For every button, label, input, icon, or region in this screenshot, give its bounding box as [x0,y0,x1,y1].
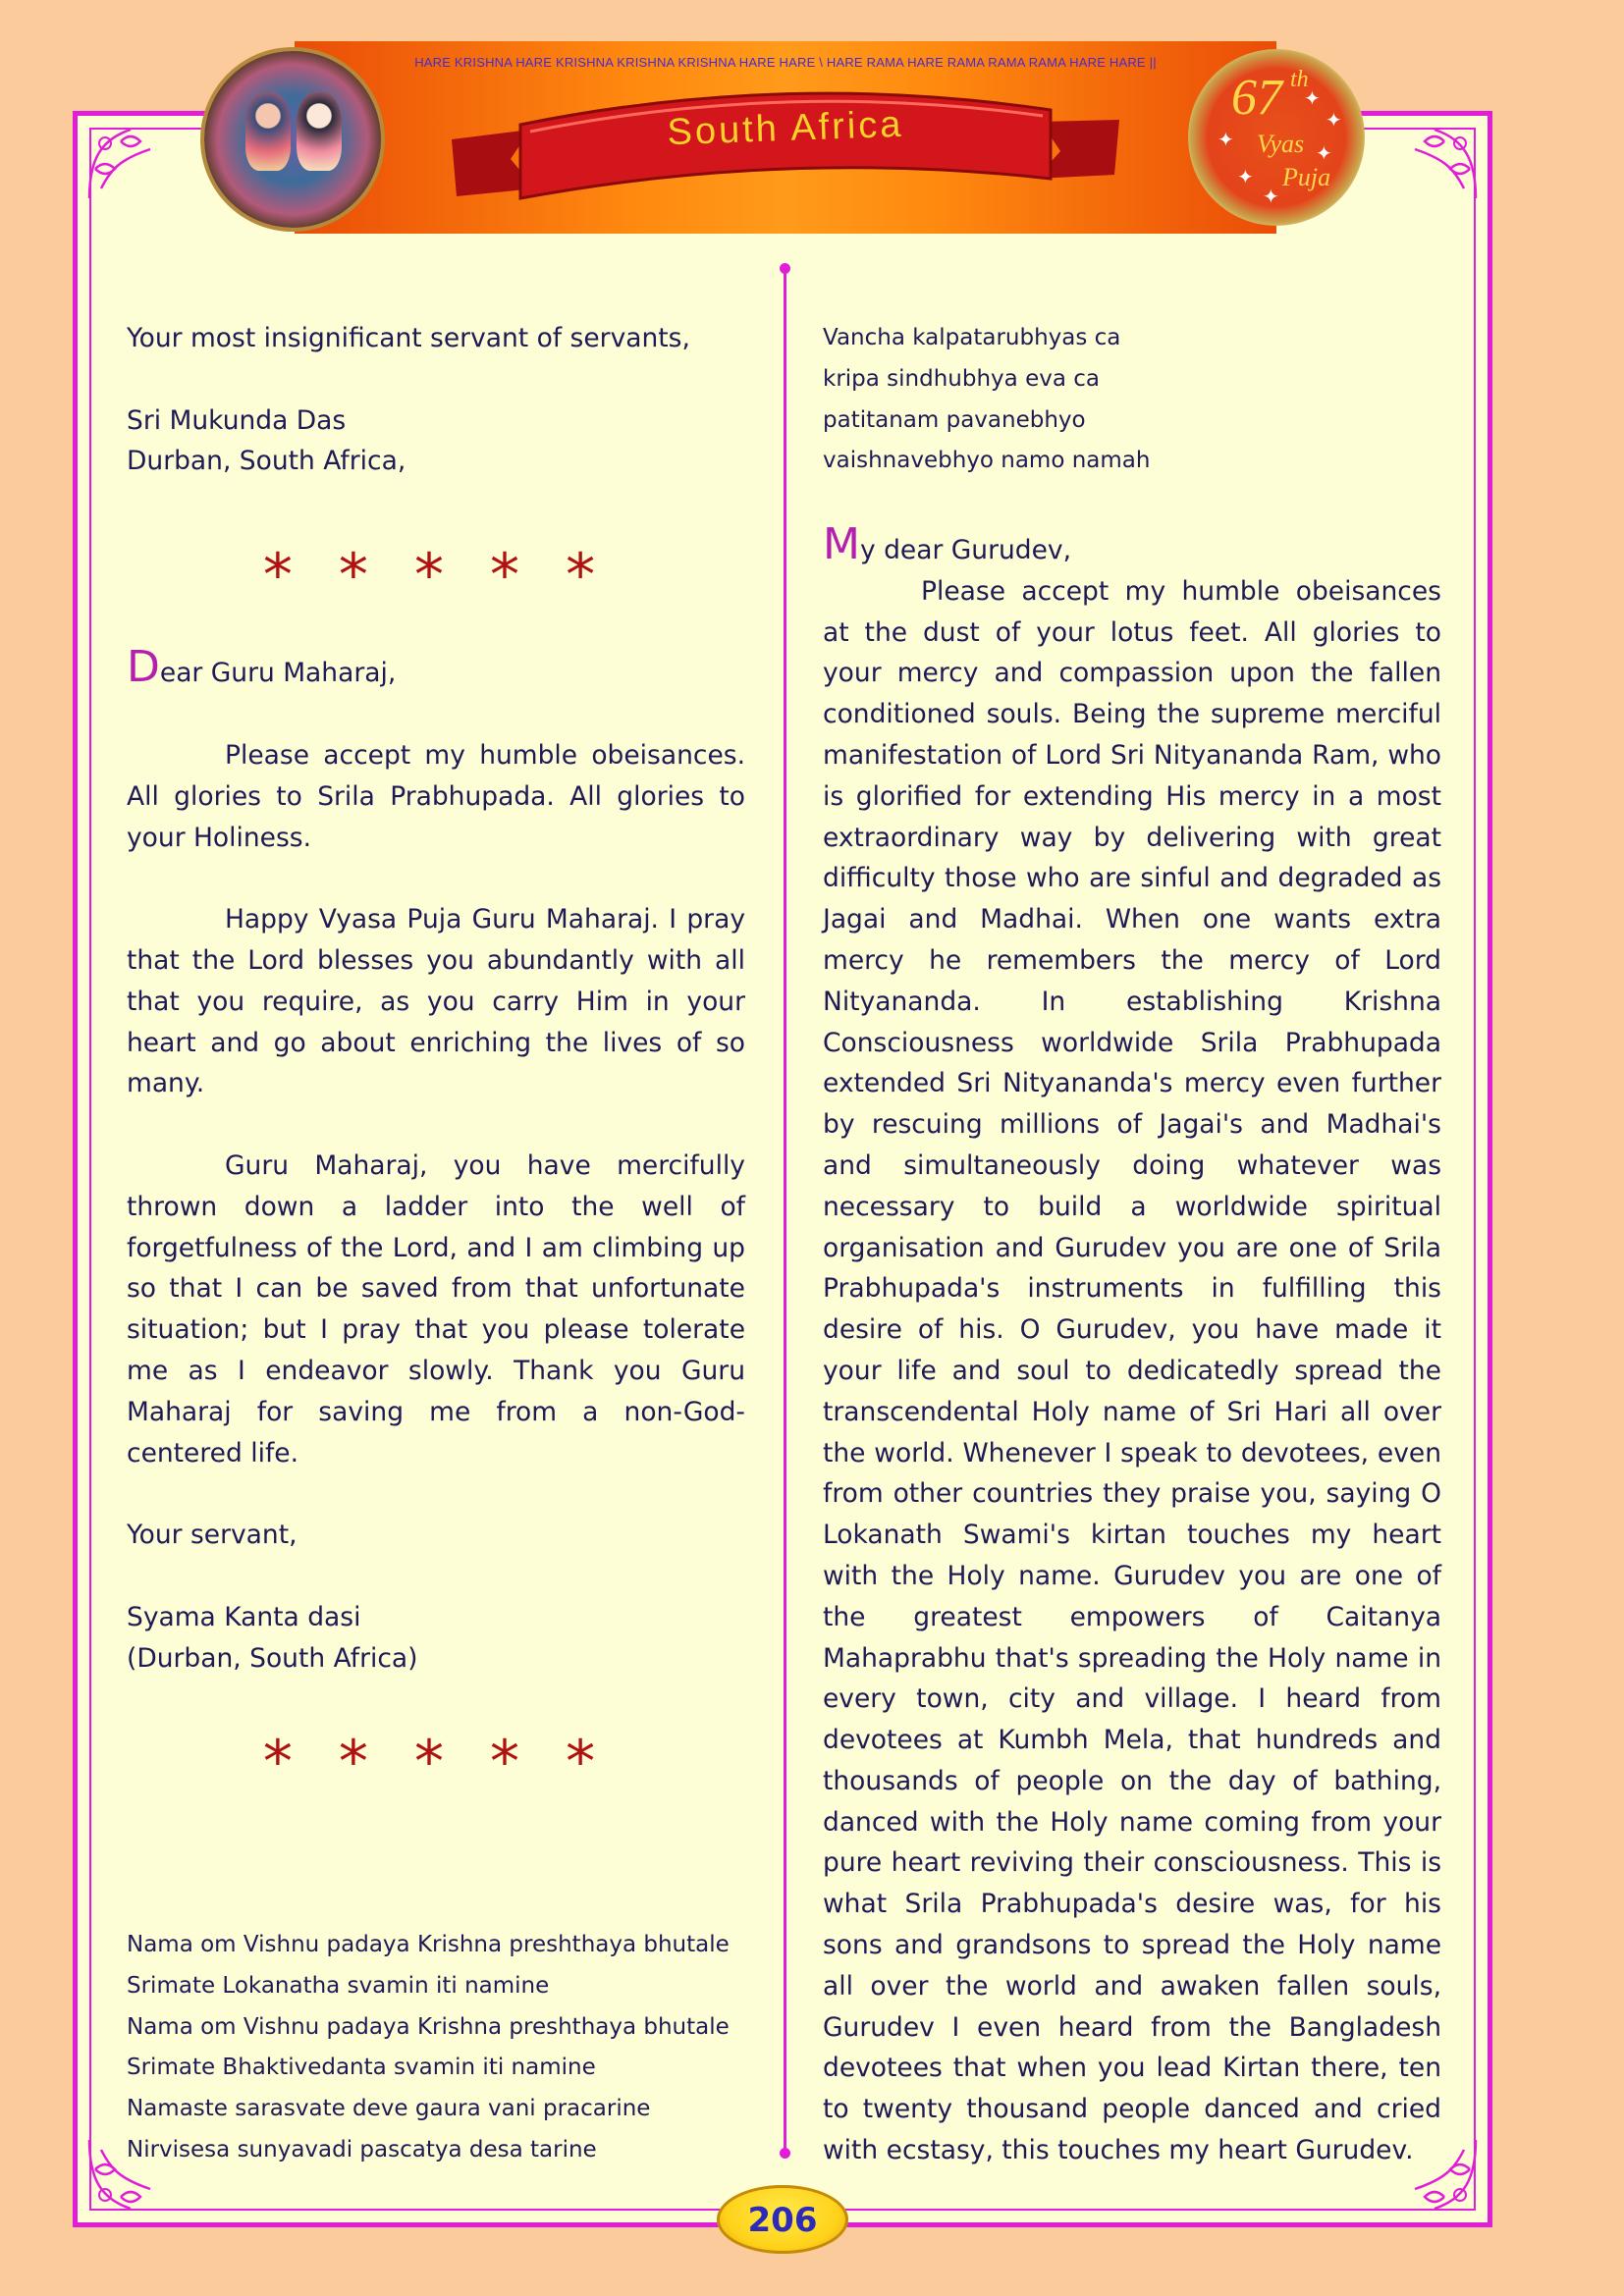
corner-ornament [1395,120,1484,208]
verse-line: Srimate Lokanatha svamin iti namine [127,1972,550,1999]
closing-line: Your most insignificant servant of servants, [127,323,690,353]
deity-figure [297,92,342,171]
body-paragraph: Happy Vyasa Puja Guru Maharaj. I pray that the Lord blesses you abundantly with all that you require, as you carry Him in your heart and go about enriching the lives of so many. [127,904,745,1099]
page-number: 206 [747,2201,818,2240]
divider-dot [780,263,790,274]
column-divider [784,267,786,2154]
separator-stars: * * * * * [262,1728,610,1796]
badge-suffix: th [1290,67,1309,92]
star-icon: ✦ [1218,128,1234,151]
drop-initial: D [127,642,160,693]
closing-line: Your servant, [127,1520,298,1551]
salutation-text: ear Guru Maharaj, [159,658,397,689]
deity-figure [245,92,291,171]
page-number-badge [717,2185,848,2254]
salutation-text: y dear Gurudev, [859,534,1072,565]
header-banner [295,41,1276,234]
badge-vyas: Vyas [1257,130,1305,158]
divider-dot [780,2148,790,2159]
badge-number: 67 [1231,70,1282,126]
banner-title: South Africa [666,103,905,154]
salutation [127,642,745,694]
star-icon: ✦ [1316,141,1332,165]
star-icon: ✦ [1237,165,1254,188]
star-icon: ✦ [1304,86,1321,110]
corner-ornament [81,120,170,208]
right-column [823,318,1441,2171]
verse-line: patitanam pavanebhyo [823,406,1086,433]
body-paragraph: Please accept my humble obeisances at the dust of your lotus feet. All glories to your mercy and compassion upon the fallen conditioned souls. Being the supreme merciful manifestation of Lord Sri Nityananda Ram, who is glorified for extending His mercy in a most extraordinary way by delivering with great difficulty those who are sinful and degraded as Jagai and Madhai. When one wants extra mercy he remembers the mercy of Lord Nityananda. In establishing Krishna Consciousness worldwide Srila Prabhupada extended Sri Nityananda's mercy even further by rescuing millions of Jagai's and Madhai's and simultaneously doing whatever was necessary to build a worldwide spiritual organisation and Gurudev you are one of Srila Prabhupada's instruments in fulfilling this desire of his. O Gurudev, you have made it your life and soul to dedicatedly spread the transcendental Holy name of Sri Hari all over the world. Whenever I speak to devotees, even from other countries they praise you, saying O Lokanath Swami's kirtan touches my heart with the Holy name. Gurudev you are one of the greatest empowers of Caitanya Mahaprabhu that's spreading the Holy name in every town, city and village. I heard from devotees at Kumbh Mela, that hundreds and thousands of people on the day of bathing, danced with the Holy name coming from your pure heart reviving their consciousness. This is what Srila Prabhupada's desire was, for his sons and grandsons to spread the Holy name all over the world and awaken fallen souls, Gurudev I even heard from the Bangladesh devotees that when you lead Kirtan there, ten to twenty thousand people danced and cried with ecstasy, this touches my heart Gurudev. [823,575,1441,2166]
verse-line: Nama om Vishnu padaya Krishna preshthaya bhutale [127,1932,730,1958]
star-icon: ✦ [1326,108,1342,132]
body-paragraph: Guru Maharaj, you have mercifully thrown down a ladder into the well of forgetfulness of the Lord, and I am climbing up so that I can be saved from that unfortunate situation; but I pray that you please tolerate me as I endeavor slowly. Thank you Guru Maharaj for saving me from a non-God-centered life. [127,1149,745,1468]
sender-name: Sri Mukunda Das [127,404,347,436]
verse-line: Srimate Bhaktivedanta svamin iti namine [127,2055,596,2081]
verse-line: Nirvisesa sunyavadi pascatya desa tarine [127,2137,597,2163]
sender-location: Durban, South Africa, [127,446,406,477]
anniversary-badge [1188,49,1365,226]
sender-name: Syama Kanta dasi [127,1601,361,1632]
verse-line: Nama om Vishnu padaya Krishna preshthaya bhutale [127,2013,730,2040]
badge-puja: Puja [1282,163,1331,191]
salutation [823,518,1441,571]
sender-location: (Durban, South Africa) [127,1642,418,1674]
drop-initial: M [823,518,860,569]
body-paragraph: Please accept my humble obeisances. All glories to Srila Prabhupada. All glories to your Holiness. [127,739,745,853]
deity-medallion-image [204,51,381,228]
verse-line: vaishnavebhyo namo namah [823,448,1151,474]
star-icon: ✦ [1263,185,1279,208]
verse-line: Vancha kalpatarubhyas ca [823,325,1121,350]
verse-line: kripa sindhubhya eva ca [823,365,1100,392]
verse-line: Namaste sarasvate deve gaura vani pracarine [127,2096,651,2122]
mantra-text: HARE KRISHNA HARE KRISHNA KRISHNA KRISHNA HARE HARE \ HARE RAMA HARE RAMA RAMA RAMA HARE HARE || [414,55,1157,70]
separator-stars: * * * * * [262,541,610,610]
